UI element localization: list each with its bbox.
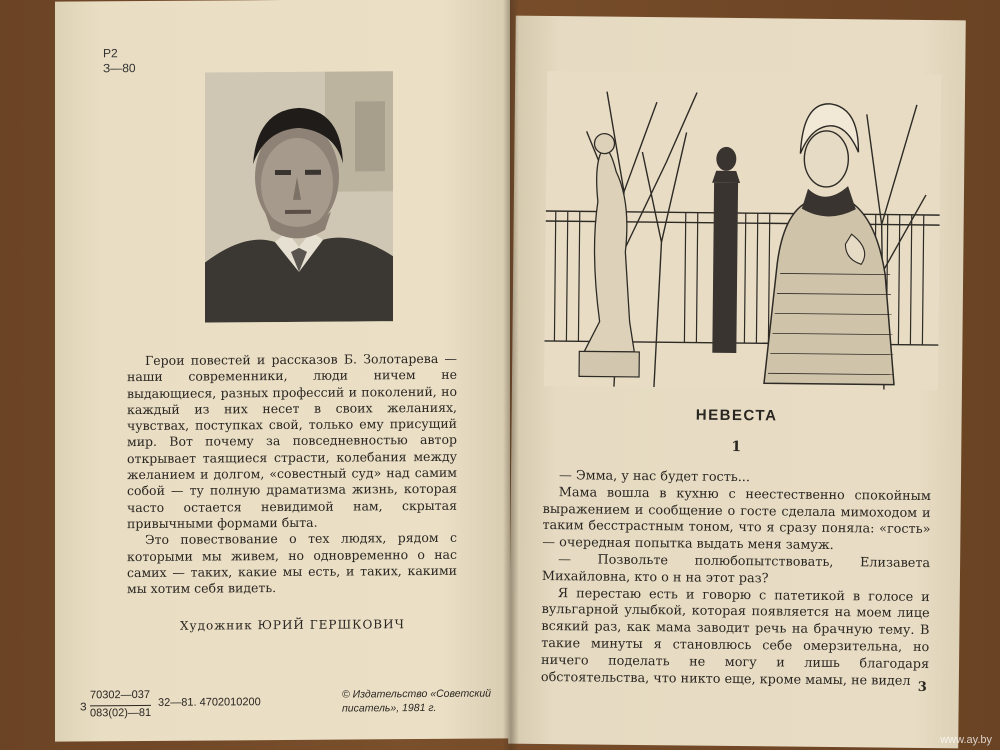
story-text: — Эмма, у нас будет гость... Мама вошла в кухню с неестественно спокойным выражением и сообщение о госте сделала мимоходом и таким бесстрастным тоном, что я сразу поняла: «гость» — очередная попытка выдать меня замуж. — Позвольте полюбопытствовать, Елизавета Михайловна, кто о н на этот раз? Я перестаю есть и говорю с патетикой в голосе и вульгарной улыбкой, которая появляется на моем лице всякий раз, как мама заводит речь на брачную тему. В такие минуты я становлюсь себе омерзительна, но ничего поделать не могу и лишь благодаря обстоятельства, что никто еще, кроме мамы, не видел bbox=[540, 468, 931, 689]
book-spine-shadow bbox=[503, 0, 519, 750]
imprint-block: З 70302—037 083(02)—81 32—81. 4702010200 © Издательство «Советский писатель», 1981 г. bbox=[80, 686, 520, 725]
artist-credit: Художник ЮРИЙ ГЕРШКОВИЧ bbox=[180, 617, 405, 633]
watermark: www.ay.by bbox=[940, 734, 992, 746]
book-annotation: Герои повестей и рассказов Б. Золотарева — наши современники, люди ничем не выдающиеся, разных профессий и поколений, но каждый из них несет в своих желаниях, чувствах, поступках свой, только ему присущий мир. Вот почему за повседневностью автор открывает таящиеся страсти, колебания между желанием и долгом, «совестный суд» над самим собой — ту полную драматизма жизнь, которая часто остается невидимой нам, скрытая привычными формами быта. Это повествование о тех людях, рядом с которыми мы живем, но одновременно о нас самих — таких, какие мы есть, и таких, какими мы хотим себя видеть. bbox=[127, 350, 457, 597]
right-page bbox=[508, 16, 966, 749]
page-number: 3 bbox=[917, 679, 927, 696]
publisher-line: © Издательство «Советский писатель», 1981 г. bbox=[342, 687, 492, 715]
chapter-illustration bbox=[544, 71, 941, 390]
chapter-title: НЕВЕСТА bbox=[695, 406, 778, 425]
catalog-code: Р2 З—80 bbox=[103, 46, 136, 76]
author-portrait bbox=[205, 71, 393, 322]
chapter-number: 1 bbox=[731, 438, 742, 456]
left-page bbox=[55, 0, 510, 742]
